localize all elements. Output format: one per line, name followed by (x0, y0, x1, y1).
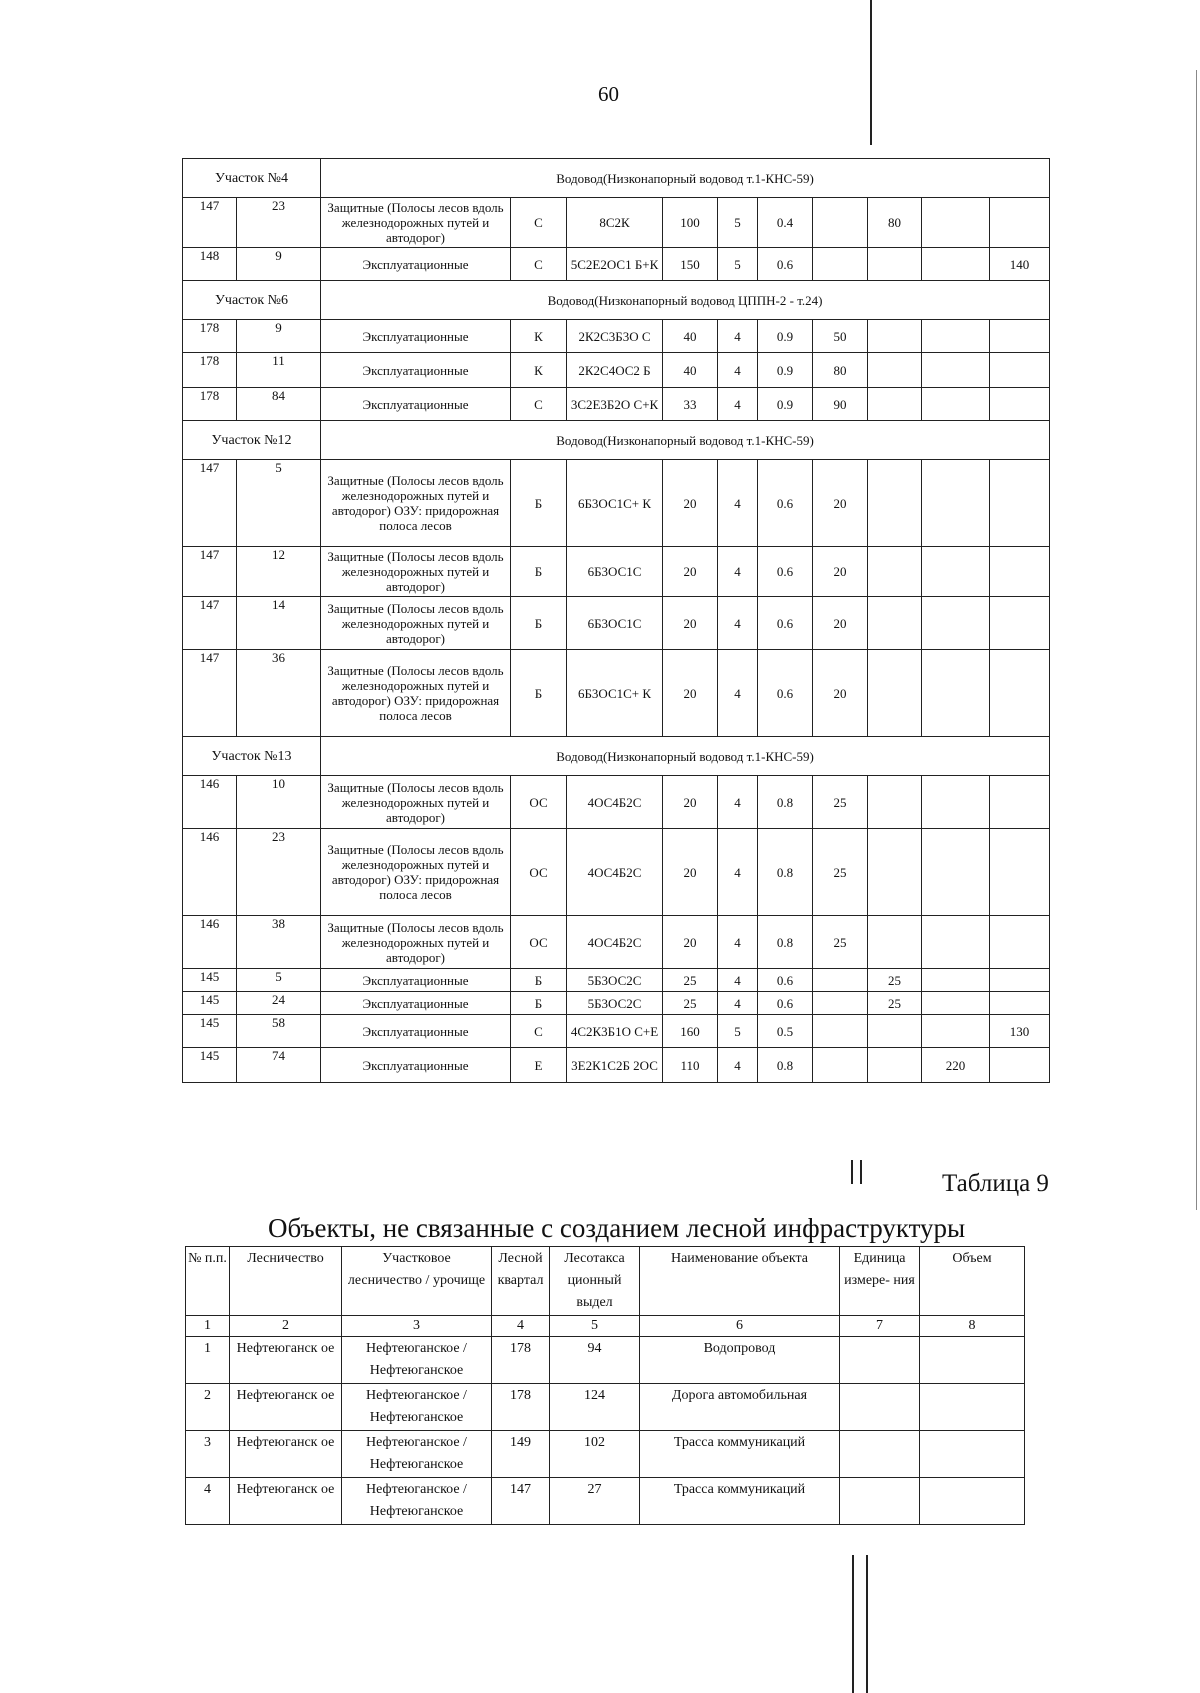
table-cell (840, 1431, 920, 1478)
table-cell: 1 (186, 1337, 230, 1384)
table-cell: 5 (718, 198, 758, 248)
table-cell (922, 388, 990, 421)
plot-section-row (183, 421, 1050, 460)
table-cell: Б (511, 597, 567, 650)
table-cell: 149 (492, 1431, 550, 1478)
table-cell: 160 (663, 1015, 718, 1048)
table-label: Таблица 9 (942, 1170, 1049, 1197)
table-cell: 178 (492, 1337, 550, 1384)
table-cell (813, 1048, 868, 1083)
table-cell: 50 (813, 320, 868, 353)
table-cell (990, 1048, 1050, 1083)
table-cell: 23 (237, 829, 321, 916)
table-row (183, 992, 1050, 1015)
table-cell: Защитные (Полосы лесов вдоль железнодорожных путей и автодорог) ОЗУ: придорожная полоса лесов (321, 829, 511, 916)
plot-name: Участок №6 (183, 281, 321, 320)
table-cell: 0.6 (758, 650, 813, 737)
table-cell: Дорога автомобильная (640, 1384, 840, 1431)
table-cell (922, 460, 990, 547)
table-cell: 4 (718, 1048, 758, 1083)
table-row (183, 597, 1050, 650)
column-header: № п.п. (186, 1247, 230, 1316)
table-cell (868, 460, 922, 547)
table-cell (813, 198, 868, 248)
table-cell: 5 (718, 248, 758, 281)
table-cell: К (511, 320, 567, 353)
table-cell: Эксплуатационные (321, 320, 511, 353)
page-number: 60 (598, 82, 619, 106)
column-header: Наименование объекта (640, 1247, 840, 1316)
table-row (186, 1478, 1025, 1525)
table-cell: Нефтеюганское / Нефтеюганское (342, 1337, 492, 1384)
column-header: Единица измере- ния (840, 1247, 920, 1316)
table-cell: Эксплуатационные (321, 1015, 511, 1048)
table-cell: 145 (183, 969, 237, 992)
table-cell: Защитные (Полосы лесов вдоль железнодорожных путей и автодорог) (321, 776, 511, 829)
table-cell: 25 (813, 916, 868, 969)
table-row (183, 353, 1050, 388)
table-cell: 5 (237, 969, 321, 992)
table-cell: 5 (718, 1015, 758, 1048)
table-cell: 5Б3ОС2С (567, 992, 663, 1015)
table-cell (868, 829, 922, 916)
table-cell: 4 (718, 320, 758, 353)
table-cell (922, 829, 990, 916)
table-cell: 84 (237, 388, 321, 421)
table-cell: Нефтеюганск ое (230, 1478, 342, 1525)
table-cell (922, 969, 990, 992)
column-number: 3 (342, 1316, 492, 1337)
table-cell: Нефтеюганск ое (230, 1384, 342, 1431)
table-cell: Трасса коммуникаций (640, 1431, 840, 1478)
table-cell: 6Б3ОС1С+ К (567, 650, 663, 737)
table-cell: 146 (183, 916, 237, 969)
table-cell: 220 (922, 1048, 990, 1083)
table-cell: 9 (237, 320, 321, 353)
table-row (183, 320, 1050, 353)
table-cell (990, 353, 1050, 388)
table-cell (990, 320, 1050, 353)
table-cell (813, 992, 868, 1015)
table-cell (868, 353, 922, 388)
table-cell: 145 (183, 1015, 237, 1048)
column-number: 1 (186, 1316, 230, 1337)
table-cell: 5Б3ОС2С (567, 969, 663, 992)
table-cell: 4 (718, 388, 758, 421)
binding-line (866, 1555, 868, 1693)
column-number: 5 (550, 1316, 640, 1337)
table-cell: Защитные (Полосы лесов вдоль железнодорожных путей и автодорог) (321, 916, 511, 969)
table-cell (920, 1431, 1025, 1478)
table-cell: 40 (663, 320, 718, 353)
table-cell (840, 1478, 920, 1525)
table-cell: 5С2Е2ОС1 Б+К (567, 248, 663, 281)
table-cell: 0.9 (758, 353, 813, 388)
table-cell: ОС (511, 916, 567, 969)
table-row (183, 969, 1050, 992)
table-cell: Б (511, 969, 567, 992)
table-cell (868, 1015, 922, 1048)
table-cell: 4 (718, 969, 758, 992)
table-cell: 0.6 (758, 969, 813, 992)
table-cell: 20 (813, 547, 868, 597)
column-header: Участковое лесничество / урочище (342, 1247, 492, 1316)
table-cell: 145 (183, 992, 237, 1015)
table-cell: 33 (663, 388, 718, 421)
table-cell (922, 597, 990, 650)
table-cell (868, 916, 922, 969)
table-cell: ОС (511, 776, 567, 829)
table-row (183, 650, 1050, 737)
table-cell: Защитные (Полосы лесов вдоль железнодорожных путей и автодорог) ОЗУ: придорожная полоса лесов (321, 460, 511, 547)
table-cell: 4ОС4Б2С (567, 916, 663, 969)
table-cell: 4ОС4Б2С (567, 776, 663, 829)
table-cell: 20 (663, 547, 718, 597)
table-cell: 140 (990, 248, 1050, 281)
table-cell: 102 (550, 1431, 640, 1478)
table-cell (920, 1478, 1025, 1525)
column-header: Лесотакса ционный выдел (550, 1247, 640, 1316)
table-cell: 80 (868, 198, 922, 248)
table-cell: 2К2С4ОС2 Б (567, 353, 663, 388)
table-cell: 58 (237, 1015, 321, 1048)
table-cell: С (511, 198, 567, 248)
table-cell: 24 (237, 992, 321, 1015)
table-cell: 148 (183, 248, 237, 281)
table-cell: Трасса коммуникаций (640, 1478, 840, 1525)
table-cell: 20 (663, 650, 718, 737)
table-cell (868, 547, 922, 597)
table-cell: 4С2К3Б1О С+Е (567, 1015, 663, 1048)
table-cell: 38 (237, 916, 321, 969)
table-cell: 178 (183, 320, 237, 353)
table-cell: 145 (183, 1048, 237, 1083)
table-cell: 4 (718, 353, 758, 388)
table-cell: 0.6 (758, 248, 813, 281)
table-row (186, 1337, 1025, 1384)
table-cell (920, 1337, 1025, 1384)
plot-name: Участок №13 (183, 737, 321, 776)
table-cell (990, 597, 1050, 650)
table-cell (868, 597, 922, 650)
table-row (183, 1015, 1050, 1048)
table-cell: Нефтеюганское / Нефтеюганское (342, 1384, 492, 1431)
plots-table (182, 158, 1050, 1083)
table-cell: 0.6 (758, 597, 813, 650)
table-cell: 11 (237, 353, 321, 388)
table-cell (920, 1384, 1025, 1431)
binding-line (860, 1160, 862, 1184)
table-cell (922, 650, 990, 737)
table-cell: 4 (718, 597, 758, 650)
table-cell: 20 (663, 460, 718, 547)
table-cell: 147 (183, 198, 237, 248)
table-cell: 0.9 (758, 388, 813, 421)
column-header: Объем (920, 1247, 1025, 1316)
table-cell: 0.4 (758, 198, 813, 248)
table-cell: Эксплуатационные (321, 388, 511, 421)
table-cell: 5 (237, 460, 321, 547)
plot-description: Водовод(Низконапорный водовод т.1-КНС-59) (321, 421, 1050, 460)
table-cell: С (511, 248, 567, 281)
binding-line (1196, 70, 1197, 1210)
table-cell (922, 776, 990, 829)
table-cell (990, 460, 1050, 547)
table-cell: 130 (990, 1015, 1050, 1048)
table-cell (990, 992, 1050, 1015)
table-cell (840, 1337, 920, 1384)
table-cell: 36 (237, 650, 321, 737)
table-cell: 147 (183, 650, 237, 737)
table-cell (990, 198, 1050, 248)
table-cell: 94 (550, 1337, 640, 1384)
column-number: 6 (640, 1316, 840, 1337)
table-cell: 25 (813, 829, 868, 916)
table-cell (840, 1384, 920, 1431)
plot-section-row (183, 281, 1050, 320)
table-cell: 0.9 (758, 320, 813, 353)
table-cell: 3Е2К1С2Б 2ОС (567, 1048, 663, 1083)
table-cell: Эксплуатационные (321, 992, 511, 1015)
table-row (183, 460, 1050, 547)
table-cell: 25 (868, 969, 922, 992)
table-cell: 147 (183, 547, 237, 597)
table-cell: 8С2К (567, 198, 663, 248)
table-cell: С (511, 1015, 567, 1048)
table-cell (813, 1015, 868, 1048)
plot-section-row (183, 737, 1050, 776)
column-number: 4 (492, 1316, 550, 1337)
table-cell: 90 (813, 388, 868, 421)
table-row (183, 1048, 1050, 1083)
table-cell: Б (511, 547, 567, 597)
table-cell (813, 969, 868, 992)
table-row (183, 776, 1050, 829)
table-row (186, 1431, 1025, 1478)
table-cell: Е (511, 1048, 567, 1083)
table-cell: Б (511, 650, 567, 737)
table-cell: 4 (718, 460, 758, 547)
table-cell: 4 (718, 916, 758, 969)
table-cell: 3 (186, 1431, 230, 1478)
table-cell: Защитные (Полосы лесов вдоль железнодорожных путей и автодорог) (321, 597, 511, 650)
table-cell: 0.8 (758, 776, 813, 829)
table-cell: 150 (663, 248, 718, 281)
table-cell: 147 (183, 597, 237, 650)
table-cell (922, 916, 990, 969)
table-cell (868, 650, 922, 737)
binding-line (870, 0, 872, 145)
table-cell: 2 (186, 1384, 230, 1431)
table-cell: 147 (492, 1478, 550, 1525)
table-cell: Защитные (Полосы лесов вдоль железнодорожных путей и автодорог) ОЗУ: придорожная полоса лесов (321, 650, 511, 737)
table-cell: 3С2Е3Б2О С+К (567, 388, 663, 421)
binding-line (851, 1160, 853, 1184)
objects-table (185, 1246, 1025, 1525)
table-cell: 12 (237, 547, 321, 597)
column-number-row (186, 1316, 1025, 1337)
table-cell: 0.6 (758, 992, 813, 1015)
table-cell: Водопровод (640, 1337, 840, 1384)
table-cell: Защитные (Полосы лесов вдоль железнодорожных путей и автодорог) (321, 198, 511, 248)
table-cell (990, 650, 1050, 737)
table-cell: 4ОС4Б2С (567, 829, 663, 916)
table-cell: Эксплуатационные (321, 1048, 511, 1083)
table-cell (868, 320, 922, 353)
table-cell (922, 320, 990, 353)
table-cell: 23 (237, 198, 321, 248)
table-cell: Эксплуатационные (321, 969, 511, 992)
table-cell: 178 (492, 1384, 550, 1431)
table-cell: Нефтеюганское / Нефтеюганское (342, 1431, 492, 1478)
column-number: 2 (230, 1316, 342, 1337)
table-cell (922, 198, 990, 248)
table-cell (922, 353, 990, 388)
table-cell (922, 248, 990, 281)
table-cell: С (511, 388, 567, 421)
table-cell: 20 (813, 650, 868, 737)
table-cell: 100 (663, 198, 718, 248)
table-cell: К (511, 353, 567, 388)
table-row (183, 829, 1050, 916)
table-cell: 178 (183, 353, 237, 388)
table-cell: Нефтеюганск ое (230, 1431, 342, 1478)
table-cell: 25 (663, 992, 718, 1015)
table-cell (990, 547, 1050, 597)
table-cell: 25 (868, 992, 922, 1015)
table-cell: 4 (718, 650, 758, 737)
table-cell: 20 (663, 597, 718, 650)
table-cell: 4 (718, 829, 758, 916)
table-row (183, 547, 1050, 597)
table-cell: 25 (663, 969, 718, 992)
table-cell: 27 (550, 1478, 640, 1525)
table-cell: 20 (663, 776, 718, 829)
plot-description: Водовод(Низконапорный водовод ЦППН-2 - т.24) (321, 281, 1050, 320)
table-cell (868, 1048, 922, 1083)
binding-line (852, 1555, 854, 1693)
table-cell: 20 (663, 829, 718, 916)
table-cell (922, 1015, 990, 1048)
table-cell: Эксплуатационные (321, 248, 511, 281)
table-cell: Нефтеюганское / Нефтеюганское (342, 1478, 492, 1525)
column-number: 7 (840, 1316, 920, 1337)
table-cell: 110 (663, 1048, 718, 1083)
table-cell: 6Б3ОС1С (567, 547, 663, 597)
table-cell: 0.8 (758, 916, 813, 969)
table-cell: 0.6 (758, 547, 813, 597)
column-header: Лесничество (230, 1247, 342, 1316)
table-cell (922, 547, 990, 597)
plot-description: Водовод(Низконапорный водовод т.1-КНС-59) (321, 159, 1050, 198)
table-cell (990, 969, 1050, 992)
table-row (186, 1384, 1025, 1431)
table-cell: 10 (237, 776, 321, 829)
table-cell (990, 776, 1050, 829)
table-cell: 40 (663, 353, 718, 388)
table-title: Объекты, не связанные с созданием лесной инфраструктуры (268, 1213, 966, 1243)
plot-section-row (183, 159, 1050, 198)
table-cell: Защитные (Полосы лесов вдоль железнодорожных путей и автодорог) (321, 547, 511, 597)
plot-name: Участок №12 (183, 421, 321, 460)
table-row (183, 248, 1050, 281)
table-cell: 0.5 (758, 1015, 813, 1048)
table-cell: 20 (813, 597, 868, 650)
table-row (183, 198, 1050, 248)
table-cell: 4 (718, 992, 758, 1015)
table-cell: 147 (183, 460, 237, 547)
table-cell (868, 776, 922, 829)
table-cell (868, 388, 922, 421)
table-cell: 25 (813, 776, 868, 829)
table-cell: 14 (237, 597, 321, 650)
plot-description: Водовод(Низконапорный водовод т.1-КНС-59) (321, 737, 1050, 776)
table-cell: 0.8 (758, 829, 813, 916)
table-cell (868, 248, 922, 281)
table-cell: 20 (813, 460, 868, 547)
table-cell (990, 916, 1050, 969)
table-cell: Нефтеюганск ое (230, 1337, 342, 1384)
table-cell: 6Б3ОС1С (567, 597, 663, 650)
table-cell: Б (511, 460, 567, 547)
table-cell: 80 (813, 353, 868, 388)
table-cell: 9 (237, 248, 321, 281)
table-cell: 0.6 (758, 460, 813, 547)
column-number: 8 (920, 1316, 1025, 1337)
table-cell: 146 (183, 829, 237, 916)
table-cell: 124 (550, 1384, 640, 1431)
table-cell: 146 (183, 776, 237, 829)
table-header-row (186, 1247, 1025, 1316)
table-cell: 0.8 (758, 1048, 813, 1083)
table-cell: 2К2С3Б3О С (567, 320, 663, 353)
table-cell: 4 (718, 547, 758, 597)
table-cell: 4 (186, 1478, 230, 1525)
table-cell (990, 388, 1050, 421)
table-cell (990, 829, 1050, 916)
table-cell: ОС (511, 829, 567, 916)
table-cell: Эксплуатационные (321, 353, 511, 388)
table-row (183, 388, 1050, 421)
table-row (183, 916, 1050, 969)
column-header: Лесной квартал (492, 1247, 550, 1316)
table-cell: 74 (237, 1048, 321, 1083)
table-cell: 4 (718, 776, 758, 829)
plot-name: Участок №4 (183, 159, 321, 198)
table-cell (813, 248, 868, 281)
table-cell (922, 992, 990, 1015)
table-cell: 178 (183, 388, 237, 421)
table-cell: Б (511, 992, 567, 1015)
table-cell: 6Б3ОС1С+ К (567, 460, 663, 547)
table-cell: 20 (663, 916, 718, 969)
